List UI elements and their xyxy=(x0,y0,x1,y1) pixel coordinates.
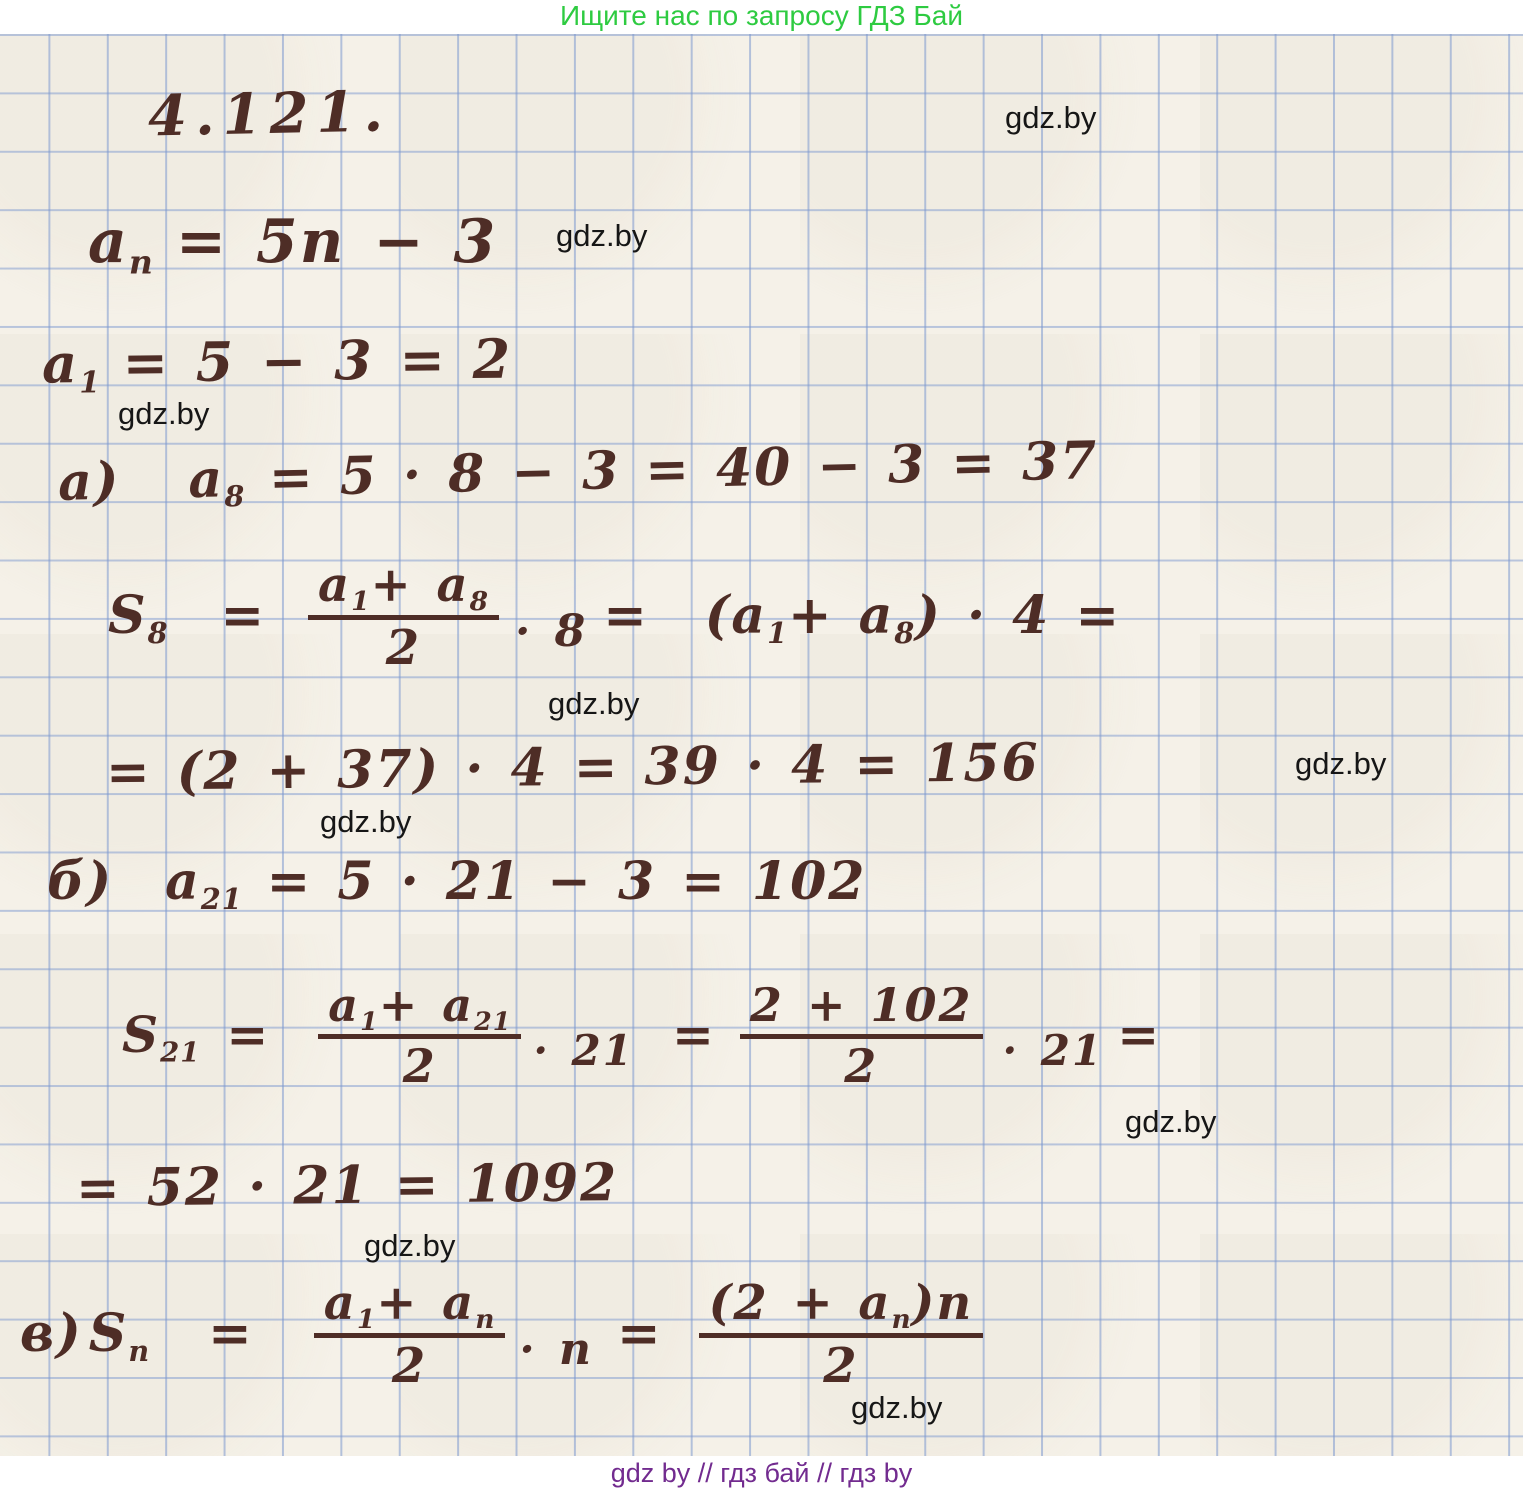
formula-an xyxy=(88,207,498,282)
equals: = xyxy=(1117,1005,1162,1064)
fraction-numerator: 2 + 102 xyxy=(740,982,983,1039)
expression: = 5 − 3 = 2 xyxy=(122,326,513,395)
var: a xyxy=(187,448,225,511)
top-banner xyxy=(0,0,1523,34)
fraction-denominator: 2 xyxy=(385,619,422,676)
part-label: б) xyxy=(47,851,114,912)
multiplier: · 21 xyxy=(1002,1026,1104,1075)
part-label: а) xyxy=(57,450,122,513)
fraction xyxy=(318,977,521,1093)
line-part-b xyxy=(47,851,867,916)
var: a xyxy=(88,207,129,277)
line-result-b xyxy=(75,1152,619,1219)
gdz-watermark: gdz.by xyxy=(851,1390,943,1425)
gdz-watermark: gdz.by xyxy=(320,804,412,839)
equals: = xyxy=(617,1303,663,1364)
gdz-watermark: gdz.by xyxy=(556,218,648,253)
fraction-numerator: $a_1+ a_n$ xyxy=(314,1279,506,1338)
line-s8 xyxy=(108,558,1121,674)
fraction-denominator: 2 xyxy=(844,1038,879,1093)
expression: $(a_1+ a_8) \cdot 4$ = xyxy=(704,585,1122,650)
gdz-watermark: gdz.by xyxy=(1295,746,1387,781)
gdz-watermark: gdz.by xyxy=(1125,1104,1217,1139)
equals: = xyxy=(672,1005,716,1064)
gdz-watermark: gdz.by xyxy=(548,686,640,721)
part-label: в) xyxy=(20,1303,83,1364)
var: $S_8$ xyxy=(108,585,169,650)
var-sub: 21 xyxy=(200,882,243,916)
equals: = xyxy=(226,1005,271,1064)
fraction xyxy=(308,556,499,676)
banner-text: Ищите нас по запросу ГДЗ Бай xyxy=(559,0,964,31)
expression: = 5 · 8 − 3 = 40 − 3 = 37 xyxy=(268,430,1099,509)
equals: = xyxy=(220,585,267,646)
gdz-watermark: gdz.by xyxy=(1005,100,1097,135)
expression: = (2 + 37) · 4 = 39 · 4 = 156 xyxy=(105,732,1040,803)
formula-a1 xyxy=(41,326,513,401)
fraction-numerator: $(2 + a_n)n$ xyxy=(699,1279,984,1338)
equals: = xyxy=(208,1303,254,1364)
var: a xyxy=(165,851,201,912)
fraction-denominator: 2 xyxy=(391,1337,428,1394)
expression: = 52 · 21 = 1092 xyxy=(75,1152,619,1219)
line-result-a xyxy=(105,732,1040,803)
fraction-denominator: 2 xyxy=(823,1337,859,1394)
line-s21 xyxy=(122,975,1161,1095)
fraction-numerator: $a_1+ a_8$ xyxy=(308,561,499,620)
problem-number xyxy=(147,78,392,150)
fraction-denominator: 2 xyxy=(402,1038,437,1093)
var: $S_{21}$ xyxy=(122,1005,201,1069)
var: a xyxy=(41,331,80,396)
equals: = xyxy=(603,585,649,646)
fraction xyxy=(314,1274,506,1394)
multiplier: · 8 xyxy=(514,606,588,657)
var-sub: 1 xyxy=(79,365,102,401)
var-sub: 8 xyxy=(224,478,246,514)
fraction-numerator: $a_1+ a_{21}$ xyxy=(318,982,521,1039)
multiplier: · n xyxy=(519,1324,594,1375)
problem-number-text: 4.121. xyxy=(147,78,392,150)
var-sub: n xyxy=(128,242,154,282)
fraction xyxy=(740,977,983,1093)
gdz-watermark: gdz.by xyxy=(118,396,210,431)
expression: = 5n − 3 xyxy=(175,207,498,277)
bottom-footer xyxy=(0,1456,1523,1488)
gdz-watermark: gdz.by xyxy=(364,1228,456,1263)
fraction xyxy=(699,1274,984,1394)
line-part-v xyxy=(20,1272,983,1396)
multiplier: · 21 xyxy=(533,1026,635,1075)
expression: = 5 · 21 − 3 = 102 xyxy=(266,851,867,912)
var: $S_n$ xyxy=(88,1303,151,1368)
footer-text: gdz by // гдз бай // гдз by xyxy=(610,1458,913,1488)
